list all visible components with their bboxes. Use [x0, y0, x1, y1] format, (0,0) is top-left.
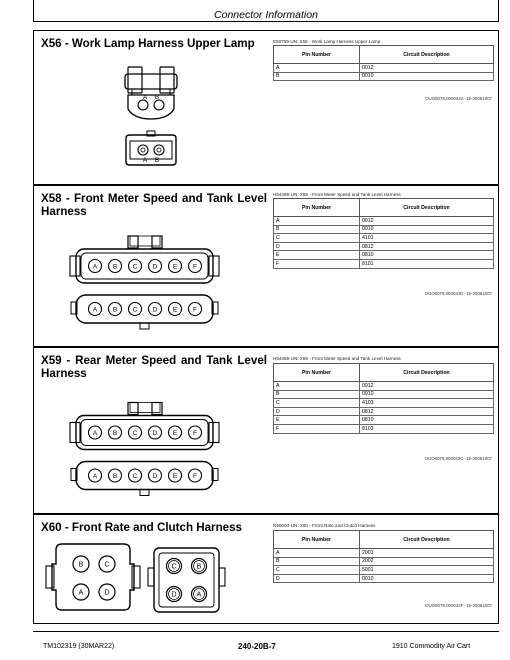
column-header: Pin Number [274, 531, 360, 549]
pin-cell: B [274, 225, 360, 234]
pin-cell: A [274, 217, 360, 226]
pin-label: A [92, 263, 98, 271]
connector-diagram-x60 [44, 540, 244, 622]
figure-reference: OUO6078,000043F -19-20061007 [425, 603, 492, 608]
section-title: X59 - Rear Meter Speed and Tank Level Harness [41, 354, 267, 380]
table-caption: H54459-UN: X58 - Front Meter Speed and Tank Level Harness [273, 192, 401, 197]
table-row [274, 424, 494, 433]
pin-label: E [172, 430, 178, 437]
footer-divider [33, 631, 499, 632]
table-caption: E50759-UN: X56 - Work Lamp Harness Upper Lamp [273, 39, 381, 44]
figure-reference: OUO6078,000043D -19-20061007 [424, 291, 492, 296]
circuit-cell: 0010 [360, 574, 494, 583]
pin-cell: F [274, 259, 360, 268]
pin-label: B [154, 157, 160, 164]
circuit-cell: 8101 [360, 259, 494, 268]
pin-label: A [142, 157, 148, 164]
column-header: Pin Number [274, 199, 360, 217]
pin-label: D [104, 589, 110, 597]
circuit-cell: 2001 [360, 549, 494, 558]
table-row [274, 382, 494, 391]
circuit-cell: 0812 [360, 242, 494, 251]
circuit-cell: 0012 [360, 64, 494, 73]
pin-label: C [132, 306, 138, 314]
figure-reference: OUO6078,000043C -19-20061007 [424, 456, 492, 461]
pin-label: B [196, 563, 202, 571]
pin-label: E [172, 263, 178, 271]
circuit-cell: 0810 [360, 251, 494, 260]
connector-diagram-x56 [116, 61, 186, 186]
page-header-title: Connector Information [214, 9, 318, 21]
pin-cell: A [274, 549, 360, 558]
pin-label: A [92, 430, 98, 437]
pin-label: C [132, 263, 138, 271]
table-row [274, 399, 494, 408]
section-title: X60 - Front Rate and Clutch Harness [41, 521, 242, 534]
table-row [274, 574, 494, 583]
pin-cell: D [274, 407, 360, 416]
pin-label: D [152, 263, 158, 271]
circuit-cell: 0910 [360, 225, 494, 234]
table-row [274, 72, 494, 81]
footer-product: 1910 Commodity Air Cart [392, 643, 471, 650]
pin-label: A [196, 591, 202, 599]
pin-label: B [112, 263, 118, 271]
column-header: Circuit Description [360, 46, 494, 64]
column-header: Circuit Description [360, 531, 494, 549]
pin-label: E [172, 473, 178, 480]
pin-label: C [132, 473, 138, 480]
pin-cell: E [274, 416, 360, 425]
pin-label: A [78, 589, 84, 597]
pin-label: A [92, 473, 98, 480]
section-x58 [33, 185, 499, 347]
pin-cell: F [274, 424, 360, 433]
pin-label: F [193, 263, 197, 271]
circuit-cell: 4101 [360, 234, 494, 243]
section-x60 [33, 514, 499, 624]
table-row [274, 259, 494, 268]
table-row [274, 251, 494, 260]
pin-label: C [171, 563, 177, 571]
pin-label: F [193, 473, 197, 480]
section-x56 [33, 30, 499, 185]
circuit-cell: 0810 [360, 416, 494, 425]
pin-cell: C [274, 399, 360, 408]
table-caption: N50003-UN: X60 - Front Rate and Clutch Harness [273, 523, 376, 528]
pin-label: B [154, 94, 160, 101]
table-row [274, 225, 494, 234]
pin-label: D [152, 306, 158, 314]
pin-cell: B [274, 390, 360, 399]
pin-cell: A [274, 382, 360, 391]
footer-doc-id: TM102319 (30MAR22) [43, 643, 115, 650]
pin-label: E [172, 306, 178, 314]
pin-cell: A [274, 64, 360, 73]
circuit-cell: 8103 [360, 424, 494, 433]
pin-label: C [132, 430, 138, 437]
table-row [274, 390, 494, 399]
figure-reference: OUO6078,000043A -19-20061007 [425, 96, 492, 101]
column-header: Pin Number [274, 364, 360, 382]
pin-label: B [78, 561, 84, 569]
table-row [274, 64, 494, 73]
pin-cell: D [274, 242, 360, 251]
pin-cell: C [274, 234, 360, 243]
pin-cell: C [274, 566, 360, 575]
table-row [274, 234, 494, 243]
table-row [274, 557, 494, 566]
circuit-cell: 2002 [360, 557, 494, 566]
pin-label: D [152, 473, 158, 480]
pin-label: D [171, 591, 177, 599]
footer-page-number: 240-20B-7 [238, 642, 276, 651]
table-row [274, 566, 494, 575]
pin-table [273, 530, 494, 583]
table-row [274, 407, 494, 416]
column-header: Circuit Description [360, 199, 494, 217]
table-row [274, 549, 494, 558]
circuit-cell: 5001 [360, 566, 494, 575]
connector-diagram-x58 [68, 234, 223, 334]
pin-label: C [104, 561, 110, 569]
section-title: X56 - Work Lamp Harness Upper Lamp [41, 37, 255, 50]
pin-table [273, 198, 494, 269]
pin-cell: B [274, 557, 360, 566]
header-bar [33, 0, 499, 22]
pin-label: D [152, 430, 158, 437]
column-header: Circuit Description [360, 364, 494, 382]
column-header: Pin Number [274, 46, 360, 64]
circuit-cell: 0910 [360, 390, 494, 399]
table-caption: H54459-UN: X59 - Front Meter Speed and Tank Level Harness [273, 356, 401, 361]
pin-cell: D [274, 574, 360, 583]
table-row [274, 217, 494, 226]
pin-label: B [112, 306, 118, 314]
pin-cell: E [274, 251, 360, 260]
circuit-cell: 0912 [360, 217, 494, 226]
section-title: X58 - Front Meter Speed and Tank Level Harness [41, 192, 267, 218]
circuit-cell: 0812 [360, 407, 494, 416]
pin-label: B [112, 473, 118, 480]
circuit-cell: 0912 [360, 382, 494, 391]
pin-label: A [142, 94, 148, 101]
pin-table [273, 363, 494, 434]
pin-table [273, 45, 494, 81]
pin-cell: B [274, 72, 360, 81]
circuit-cell: 4103 [360, 399, 494, 408]
table-row [274, 416, 494, 425]
pin-label: F [193, 306, 197, 314]
pin-label: B [112, 430, 118, 437]
connector-diagram-x59 [68, 398, 223, 503]
section-x59 [33, 347, 499, 514]
pin-label: A [92, 306, 98, 314]
table-row [274, 242, 494, 251]
circuit-cell: 0010 [360, 72, 494, 81]
pin-label: F [193, 430, 197, 437]
